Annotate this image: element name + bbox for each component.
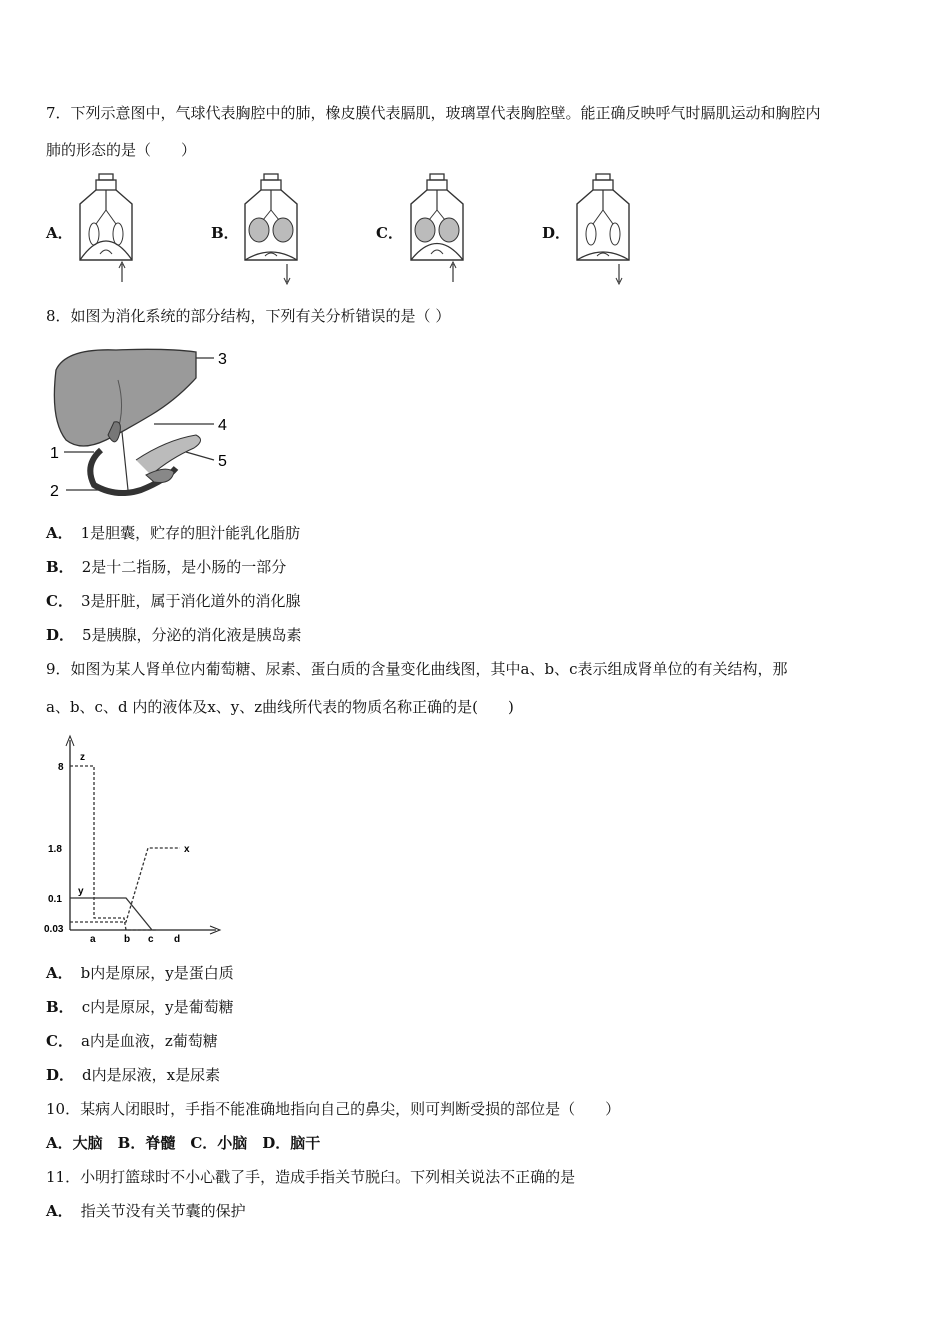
x-tick-d: d [174,934,181,945]
q8-label-2: 2 [50,483,59,500]
q8-label-1: 1 [50,445,59,462]
q9-stem-line1: 9．如图为某人肾单位内葡萄糖、尿素、蛋白质的含量变化曲线图，其中a、b、c表示组成肾单位的有关结构，那 [46,660,788,678]
q8-label-4: 4 [218,417,227,434]
y-tick-0.03: 0.03 [44,924,64,935]
y-tick-1.8: 1.8 [48,844,62,855]
q10-stem: 10．某病人闭眼时，手指不能准确地指向自己的鼻尖，则可判断受损的部位是（ ） [46,1100,621,1118]
series-x-curve [70,848,180,922]
q8-stem: 8．如图为消化系统的部分结构，下列有关分析错误的是（ ） [46,307,451,325]
q9-option-d: D． d内是尿液，x是尿素 [46,1066,221,1084]
series-label-y: y [78,886,84,897]
q9-chart [44,732,234,947]
x-tick-b: b [124,934,131,945]
q11-stem: 11．小明打篮球时不小心戳了手，造成手指关节脱臼。下列相关说法不正确的是 [46,1168,576,1186]
q8-digestive-figure [46,340,236,505]
series-y-curve [70,898,152,930]
y-tick-0.1: 0.1 [48,894,62,905]
q7-option-a-label: A． [46,224,73,242]
q7-figure-d [569,172,644,287]
q8-option-b: B． 2是十二指肠，是小肠的一部分 [46,558,287,576]
series-label-z: z [80,752,85,763]
q9-stem-line2: a、b、c、d 内的液体及x、y、z曲线所代表的物质名称正确的是( ) [46,698,514,716]
y-tick-8: 8 [58,762,64,773]
q8-option-a: A． 1是胆囊，贮存的胆汁能乳化脂肪 [46,524,301,542]
q7-figure-a [72,172,147,287]
series-label-x: x [184,844,190,855]
q8-label-3: 3 [218,351,227,368]
q7-option-d-label: D． [542,224,571,242]
q7-option-b-label: B． [211,224,239,242]
q9-option-a: A． b内是原尿，y是蛋白质 [46,964,234,982]
q11-option-a: A． 指关节没有关节囊的保护 [46,1202,246,1220]
q9-option-c: C． a内是血液，z葡萄糖 [46,1032,218,1050]
q8-label-5: 5 [218,453,227,470]
x-tick-c: c [148,934,154,945]
q9-option-b: B． c内是原尿，y是葡萄糖 [46,998,234,1016]
q7-figure-b [237,172,312,287]
q8-option-d: D． 5是胰腺，分泌的消化液是胰岛素 [46,626,302,644]
q7-stem-line1: 7．下列示意图中，气球代表胸腔中的肺，橡皮膜代表膈肌，玻璃罩代表胸腔壁。能正确反映呼气时膈肌运动和胸腔内 [46,104,821,122]
q7-option-c-label: C． [376,224,403,242]
q7-stem-line2: 肺的形态的是（ ） [46,141,197,159]
x-tick-a: a [90,934,96,945]
q8-option-c: C． 3是肝脏，属于消化道外的消化腺 [46,592,301,610]
series-z-curve [70,766,156,930]
q10-options: A．大脑 B．脊髓 C．小脑 D．脑干 [46,1134,321,1152]
q7-figure-c [403,172,478,287]
